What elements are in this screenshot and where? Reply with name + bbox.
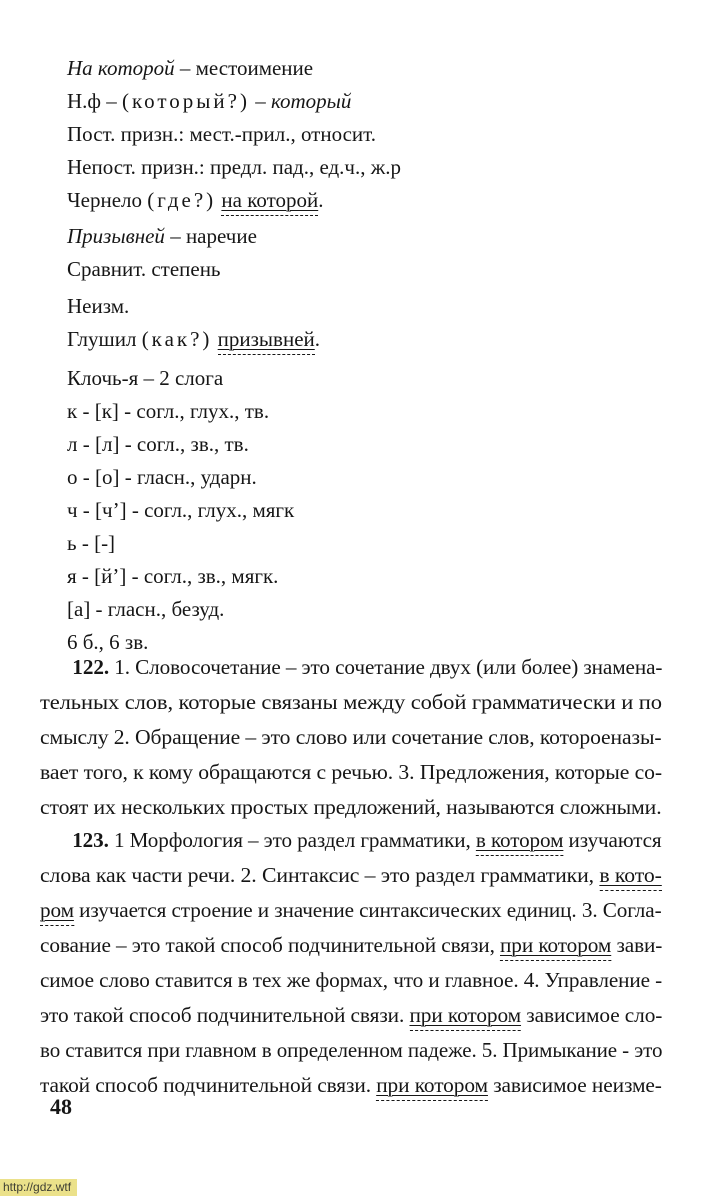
text-segment: 1 Морфология – это раздел грамматики, [108, 828, 476, 852]
text-line [67, 395, 689, 428]
text-segment: . [314, 327, 321, 351]
text-segment: смыслу 2. Обращение – это слово или сочетание слов, котороеназы- [40, 725, 662, 749]
text-segment: – [249, 89, 271, 113]
text-segment: во ставится при главном в определенном падеже. 5. Примыкание - это [40, 1038, 663, 1062]
text-segment: Н.ф – [67, 89, 123, 113]
text-line [40, 858, 662, 893]
text-segment: тельных слов, которые связаны между собой грамматически и по [40, 690, 662, 714]
text-segment: (как?) [141, 327, 213, 351]
text-line [40, 823, 662, 858]
text-segment: [а] - гласн., безуд. [67, 597, 225, 621]
text-segment: вает того, к кому обращаются с речью. 3. Предложения, которые со- [40, 760, 662, 784]
text-segment: На которой [67, 56, 175, 80]
page-number: 48 [50, 1094, 72, 1119]
text-segment: Чернело [67, 188, 148, 212]
text-segment: который [270, 89, 352, 113]
text-segment: сование – это такой способ подчинительной связи, [40, 933, 501, 957]
text-line [40, 893, 662, 928]
analysis-block [40, 52, 689, 659]
text-segment: – местоимение [174, 56, 314, 80]
text-segment: (который?) [122, 89, 250, 113]
text-line [40, 755, 662, 790]
status-bar-url: http://gdz.wtf [0, 1179, 77, 1196]
text-line [67, 118, 689, 151]
text-segment: – наречие [164, 224, 257, 248]
text-line [67, 494, 689, 527]
text-line [40, 998, 662, 1033]
text-segment: 6 б., 6 зв. [67, 630, 149, 654]
text-segment: Призывней [67, 224, 165, 248]
text-segment: Глушил [67, 327, 142, 351]
text-line [67, 253, 689, 286]
text-line [67, 527, 689, 560]
text-segment: к - [к] - согл., глух., тв. [67, 399, 270, 423]
text-line [67, 323, 689, 356]
text-segment: о - [о] - гласн., ударн. [67, 465, 257, 489]
text-segment: л - [л] - согл., зв., тв. [67, 432, 249, 456]
text-line [40, 685, 662, 720]
text-segment: зависимое неизме- [487, 1073, 662, 1097]
text-line [67, 362, 689, 395]
text-line [67, 220, 689, 253]
underlined-phrase: при котором [409, 1003, 521, 1031]
text-line [67, 85, 689, 118]
text-segment: стоят их нескольких простых предложений, называются сложными. [40, 795, 662, 819]
underlined-phrase: на которой [221, 188, 318, 216]
text-segment: зави- [611, 933, 663, 957]
underlined-phrase: ром [40, 898, 74, 926]
text-segment: ь - [-] [67, 531, 116, 555]
text-segment [212, 327, 217, 351]
text-line [40, 720, 661, 755]
underlined-phrase: в котором [476, 828, 563, 856]
text-segment: . [318, 188, 324, 212]
text-segment: слова как части речи. 2. Синтаксис – это раздел грамматики, [40, 863, 600, 887]
text-segment: Пост. призн.: мест.-прил., относит. [67, 122, 377, 146]
text-line [67, 184, 689, 217]
text-line [40, 928, 662, 963]
text-segment: я - [й’] - согл., зв., мягк. [67, 564, 279, 588]
text-line [40, 790, 662, 825]
underlined-phrase: призывней [218, 327, 315, 355]
underlined-phrase: в кото- [599, 863, 661, 891]
text-line [67, 52, 689, 85]
text-segment: Неизм. [67, 294, 130, 318]
underlined-phrase: при котором [500, 933, 611, 961]
text-line [67, 290, 689, 323]
text-segment: Непост. призн.: предл. пад., ед.ч., ж.р [67, 155, 402, 179]
paragraph-122 [40, 650, 662, 825]
text-segment: изучается строение и значение синтаксических единиц. 3. Согла- [73, 898, 662, 922]
text-segment: ч - [ч’] - согл., глух., мягк [67, 498, 295, 522]
text-segment: изучаются [563, 828, 662, 852]
text-line [40, 1033, 662, 1068]
underlined-phrase: при котором [376, 1073, 488, 1101]
text-line [40, 1068, 662, 1103]
text-line [67, 461, 689, 494]
text-line [67, 593, 689, 626]
text-line [67, 428, 689, 461]
text-segment: Сравнит. степень [67, 257, 221, 281]
text-segment: 1. Словосочетание – это сочетание двух (или более) знамена- [109, 655, 663, 679]
text-line [67, 151, 689, 184]
text-line [40, 650, 662, 685]
text-line [40, 963, 662, 998]
text-segment: симое слово ставится в тех же формах, что и главное. 4. Управление - [40, 968, 663, 992]
paragraph-123 [40, 823, 662, 1103]
text-segment: (где?) [147, 188, 217, 212]
text-segment: 123. [72, 828, 109, 852]
text-segment: зависимое сло- [521, 1003, 663, 1027]
text-segment: это такой способ подчинительной связи. [40, 1003, 410, 1027]
text-segment: 122. [72, 655, 110, 679]
text-segment: такой способ подчинительной связи. [40, 1073, 377, 1097]
text-line [67, 560, 689, 593]
text-segment: Клочь-я – 2 слога [67, 366, 224, 390]
